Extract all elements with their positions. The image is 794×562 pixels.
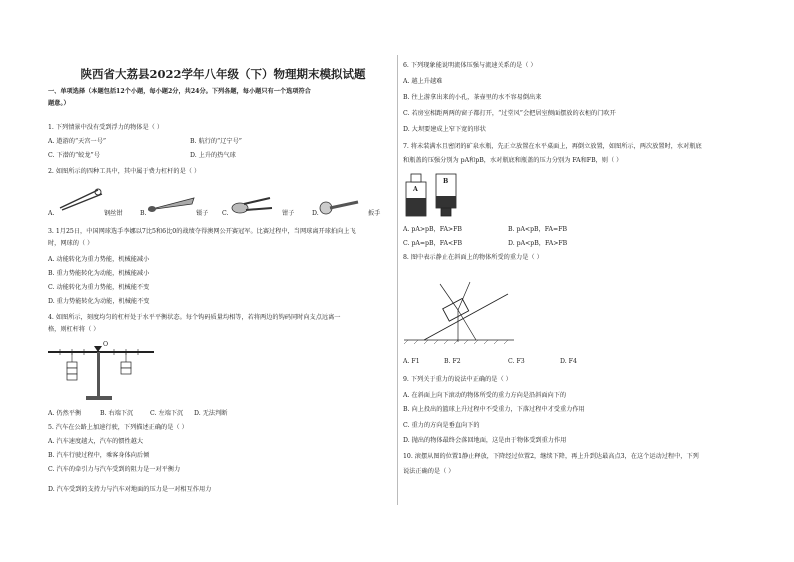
q2-stem: 2. 如图所示的四种工具中，其中属于费力杠杆的是（ ） — [48, 168, 201, 175]
q7-option-c: C. pA=pB，FA<FB — [403, 240, 463, 247]
incline-diagram — [404, 270, 540, 352]
q8-stem: 8. 图中表示静止在斜面上的物体所受的重力是（ ） — [403, 254, 543, 261]
q9-stem: 9. 下列关于重力的说法中正确的是（ ） — [403, 376, 512, 383]
wrench-illustration — [318, 198, 360, 216]
q10-stem-cont: 说法正确的是（ ） — [403, 468, 455, 475]
section-heading: 一、单项选择（本题包括12个小题，每小题2分，共24分。下列各题，每小题只有一个选项符合 — [48, 88, 311, 95]
q1-option-a: A. 遨游的“天宫一号” — [48, 138, 107, 145]
q5-option-d: D. 汽车受到的支持力与汽车对地面的压力是一对相互作用力 — [48, 486, 212, 493]
q9-option-b: B. 向上投出的篮球上升过程中不受重力，下落过程中才受重力作用 — [403, 406, 585, 413]
q8-option-d: D. F4 — [560, 358, 577, 365]
q2-option-c: C. — [222, 210, 229, 217]
pliers-illustration — [58, 186, 104, 212]
q9-option-c: C. 重力的方向是垂直向下的 — [403, 422, 480, 429]
q2-label-c: 钳子 — [282, 210, 295, 217]
q7-stem-cont: 和瓶盖的压强分别为 pA和pB，水对瓶底和瓶盖的压力分别为 FA和FB，则（ ） — [403, 157, 623, 164]
bottle-a-label: A — [413, 186, 418, 193]
q2-label-b: 镊子 — [196, 210, 209, 217]
lever-pivot-label: O — [103, 341, 109, 348]
q4-option-b: B. 右端下沉 — [100, 410, 134, 417]
q2-option-b: B. — [140, 210, 147, 217]
q8-option-b: B. F2 — [444, 358, 461, 365]
q2-label-a: 钢丝钳 — [104, 210, 123, 217]
q1-stem: 1. 下列情景中没有受到浮力的物体是（ ） — [48, 124, 164, 131]
q7-option-a: A. pA>pB，FA>FB — [403, 226, 462, 233]
q2-option-d: D. — [312, 210, 319, 217]
tweezers-illustration — [146, 196, 196, 214]
q4-stem-cont: 格，则杠杆将（ ） — [48, 326, 100, 333]
q1-option-b: B. 航行的“辽宁号” — [190, 138, 242, 145]
q3-option-a: A. 动能转化为重力势能，机械能减小 — [48, 256, 150, 263]
q9-option-d: D. 抛出的物体最终会落回地面，这是由于物体受到重力作用 — [403, 437, 567, 444]
column-divider — [397, 55, 398, 505]
bottles-diagram — [404, 170, 464, 220]
q3-stem: 3. 1月25日，中国网球选手李娜以7比5和6比0的战绩夺得澳网公开赛冠军。比赛过程中，当网球离开球拍向上飞 — [48, 228, 356, 235]
q7-option-d: D. pA<pB，FA>FB — [508, 240, 568, 247]
q6-stem: 6. 下列现象能说明流体压强与流速关系的是（ ） — [403, 62, 537, 69]
q2-label-d: 扳手 — [368, 210, 381, 217]
bottle-b-label: B — [443, 178, 449, 185]
q4-option-d: D. 无法判断 — [194, 410, 228, 417]
q4-option-a: A. 仍然平衡 — [48, 410, 82, 417]
q7-stem: 7. 将未装满水且密闭的矿泉水瓶，先正立放置在水平桌面上，再倒立放置，如图所示，两次放置时，水对瓶底 — [403, 143, 702, 150]
q3-option-d: D. 重力势能转化为动能，机械能不变 — [48, 298, 150, 305]
q6-option-c: C. 若房室相距两两的窗子都打开，“过堂风”会把居室侧面摆放的衣柜的门吹开 — [403, 110, 616, 117]
q3-option-c: C. 动能转化为重力势能，机械能不变 — [48, 284, 150, 291]
section-heading-cont: 题意。） — [48, 100, 70, 107]
q1-option-d: D. 上升的热气球 — [190, 152, 236, 159]
q4-stem: 4. 如图所示，刻度均匀的杠杆处于水平平衡状态。每个钩码质量均相等，若将两边的钩码同时向支点远离一 — [48, 314, 341, 321]
q3-stem-cont: 时，网球的（ ） — [48, 240, 94, 247]
q5-option-c: C. 汽车的牵引力与汽车受到的阻力是一对平衡力 — [48, 466, 181, 473]
q6-option-a: A. 越上升越难 — [403, 78, 443, 85]
cutters-illustration — [230, 194, 276, 216]
q5-option-b: B. 汽车行驶过程中，乘客身体向后倾 — [48, 452, 150, 459]
q5-option-a: A. 汽车速度越大，汽车的惯性越大 — [48, 438, 144, 445]
q5-stem: 5. 汽车在公路上加速行驶，下列描述正确的是（ ） — [48, 424, 188, 431]
q9-option-a: A. 在斜面上向下滚动的物体所受的重力方向是沿斜面向下的 — [403, 392, 567, 399]
q2-option-a: A. — [48, 210, 55, 217]
q1-option-c: C. 下潜的“蛟龙”号 — [48, 152, 100, 159]
q6-option-b: B. 往上游拿出来的小孔，茶壶里的水不容易倒出来 — [403, 94, 542, 101]
q4-option-c: C. 左端下沉 — [150, 410, 184, 417]
q6-option-d: D. 大坝要建成上窄下宽的形状 — [403, 126, 486, 133]
q7-option-b: B. pA<pB，FA=FB — [508, 226, 568, 233]
lever-diagram — [46, 340, 158, 402]
q8-option-c: C. F3 — [508, 358, 525, 365]
q3-option-b: B. 重力势能转化为动能，机械能减小 — [48, 270, 150, 277]
page-title: 陕西省大荔县2022学年八年级（下）物理期末模拟试题 — [80, 67, 366, 81]
q10-stem: 10. 滚摆从图的位置1静止释放，下降经过位置2，继续下降，再上升到达最高点3，在这个运动过程中，下列 — [403, 453, 699, 460]
q8-option-a: A. F1 — [403, 358, 420, 365]
